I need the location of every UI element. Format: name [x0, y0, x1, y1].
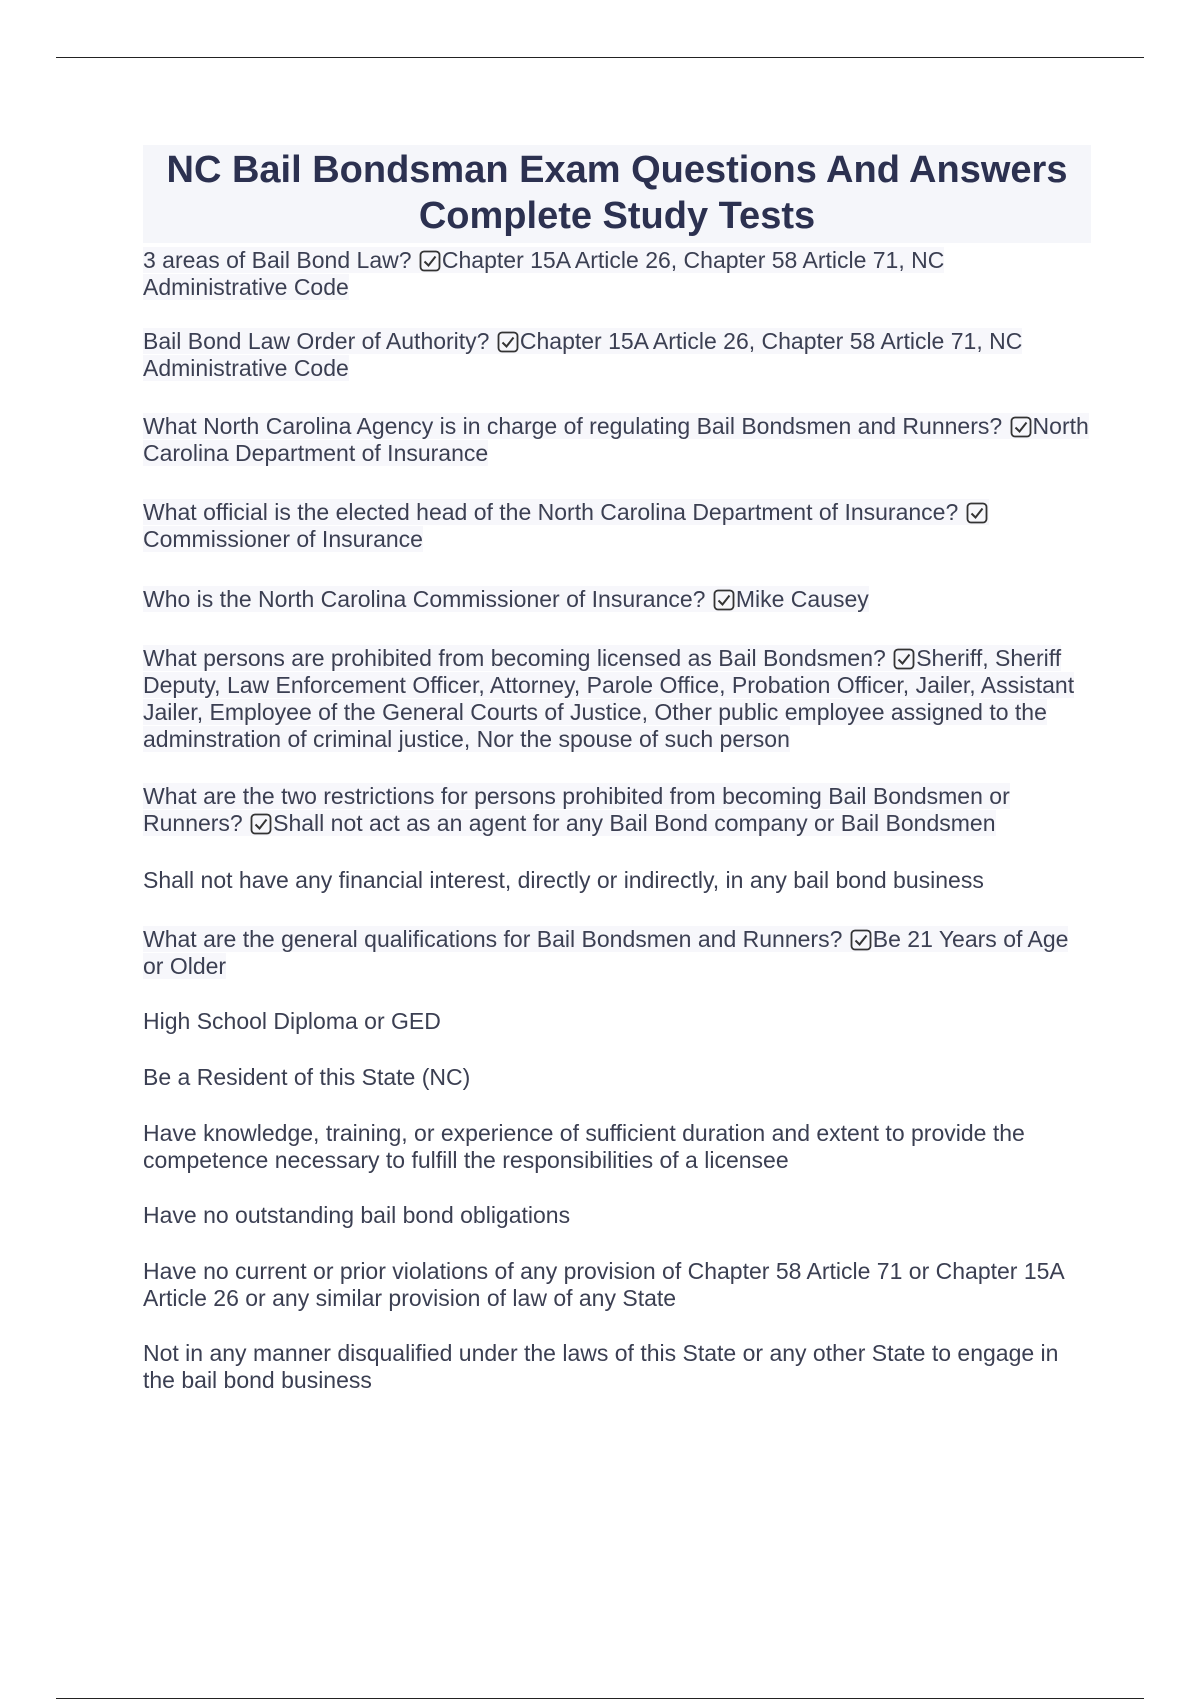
- document-body: [143, 145, 1091, 1394]
- answer-text: Be 21 Years of Age or Older: [143, 926, 1069, 979]
- checkbox-checked-icon: [966, 502, 988, 524]
- question-text: 3 areas of Bail Bond Law?: [143, 247, 412, 273]
- text-item-12: Have knowledge, training, or experience of sufficient duration and extent to provide the competence necessary to fulfill the responsibilities of a licensee: [143, 1120, 1025, 1173]
- answer-text: Commissioner of Insurance: [143, 526, 423, 552]
- text-item-10: High School Diploma or GED: [143, 1008, 441, 1034]
- answer-text: Chapter 15A Article 26, Chapter 58 Article 71, NC Administrative Code: [143, 328, 1023, 381]
- answer-text: Chapter 15A Article 26, Chapter 58 Article 71, NC Administrative Code: [143, 247, 945, 300]
- question-text: What are the two restrictions for persons prohibited from becoming Bail Bondsmen or Runners?: [143, 783, 1010, 836]
- text-item-11: Be a Resident of this State (NC): [143, 1064, 471, 1090]
- bottom-rule: [56, 1698, 1144, 1699]
- answer-text: Mike Causey: [735, 586, 869, 612]
- question-text: What persons are prohibited from becoming licensed as Bail Bondsmen?: [143, 645, 886, 671]
- question-text: What official is the elected head of the North Carolina Department of Insurance?: [143, 499, 959, 525]
- checkbox-checked-icon: [893, 648, 915, 670]
- qa-item-1: [143, 247, 1091, 301]
- qa-item-5: [143, 586, 1091, 613]
- qa-item-2: [143, 328, 1091, 382]
- text-item-8: Shall not have any financial interest, directly or indirectly, in any bail bond business: [143, 867, 984, 893]
- checkbox-checked-icon: [713, 589, 735, 611]
- question-text: What are the general qualifications for Bail Bondsmen and Runners?: [143, 926, 843, 952]
- checkbox-checked-icon: [1010, 416, 1032, 438]
- qa-item-6: [143, 645, 1091, 753]
- question-text: Who is the North Carolina Commissioner of Insurance?: [143, 586, 706, 612]
- text-item-15: Not in any manner disqualified under the laws of this State or any other State to engage in the bail bond business: [143, 1340, 1059, 1393]
- question-text: Bail Bond Law Order of Authority?: [143, 328, 490, 354]
- checkbox-checked-icon: [250, 813, 272, 835]
- qa-item-9: [143, 926, 1091, 980]
- qa-item-4: [143, 499, 1091, 553]
- checkbox-checked-icon: [850, 929, 872, 951]
- top-rule: [56, 57, 1144, 58]
- checkbox-checked-icon: [419, 250, 441, 272]
- answer-text: North Carolina Department of Insurance: [143, 413, 1089, 466]
- text-item-13: Have no outstanding bail bond obligations: [143, 1202, 571, 1228]
- qa-item-3: [143, 413, 1091, 467]
- answer-text: Sheriff, Sheriff Deputy, Law Enforcement Officer, Attorney, Parole Office, Probation Officer, Jailer, Assistant Jailer, Employee of the General Courts of Justice, Other public employee assigned to the adminstration of criminal justice, Nor the spouse of such person: [143, 645, 1075, 752]
- text-item-14: Have no current or prior violations of any provision of Chapter 58 Article 71 or Chapter 15A Article 26 or any similar provision of law of any State: [143, 1258, 1064, 1311]
- answer-text: Shall not act as an agent for any Bail Bond company or Bail Bondsmen: [273, 810, 996, 836]
- checkbox-checked-icon: [497, 331, 519, 353]
- question-text: What North Carolina Agency is in charge of regulating Bail Bondsmen and Runners?: [143, 413, 1003, 439]
- qa-item-7: [143, 783, 1091, 837]
- document-title: NC Bail Bondsman Exam Questions And Answers Complete Study Tests: [143, 145, 1091, 243]
